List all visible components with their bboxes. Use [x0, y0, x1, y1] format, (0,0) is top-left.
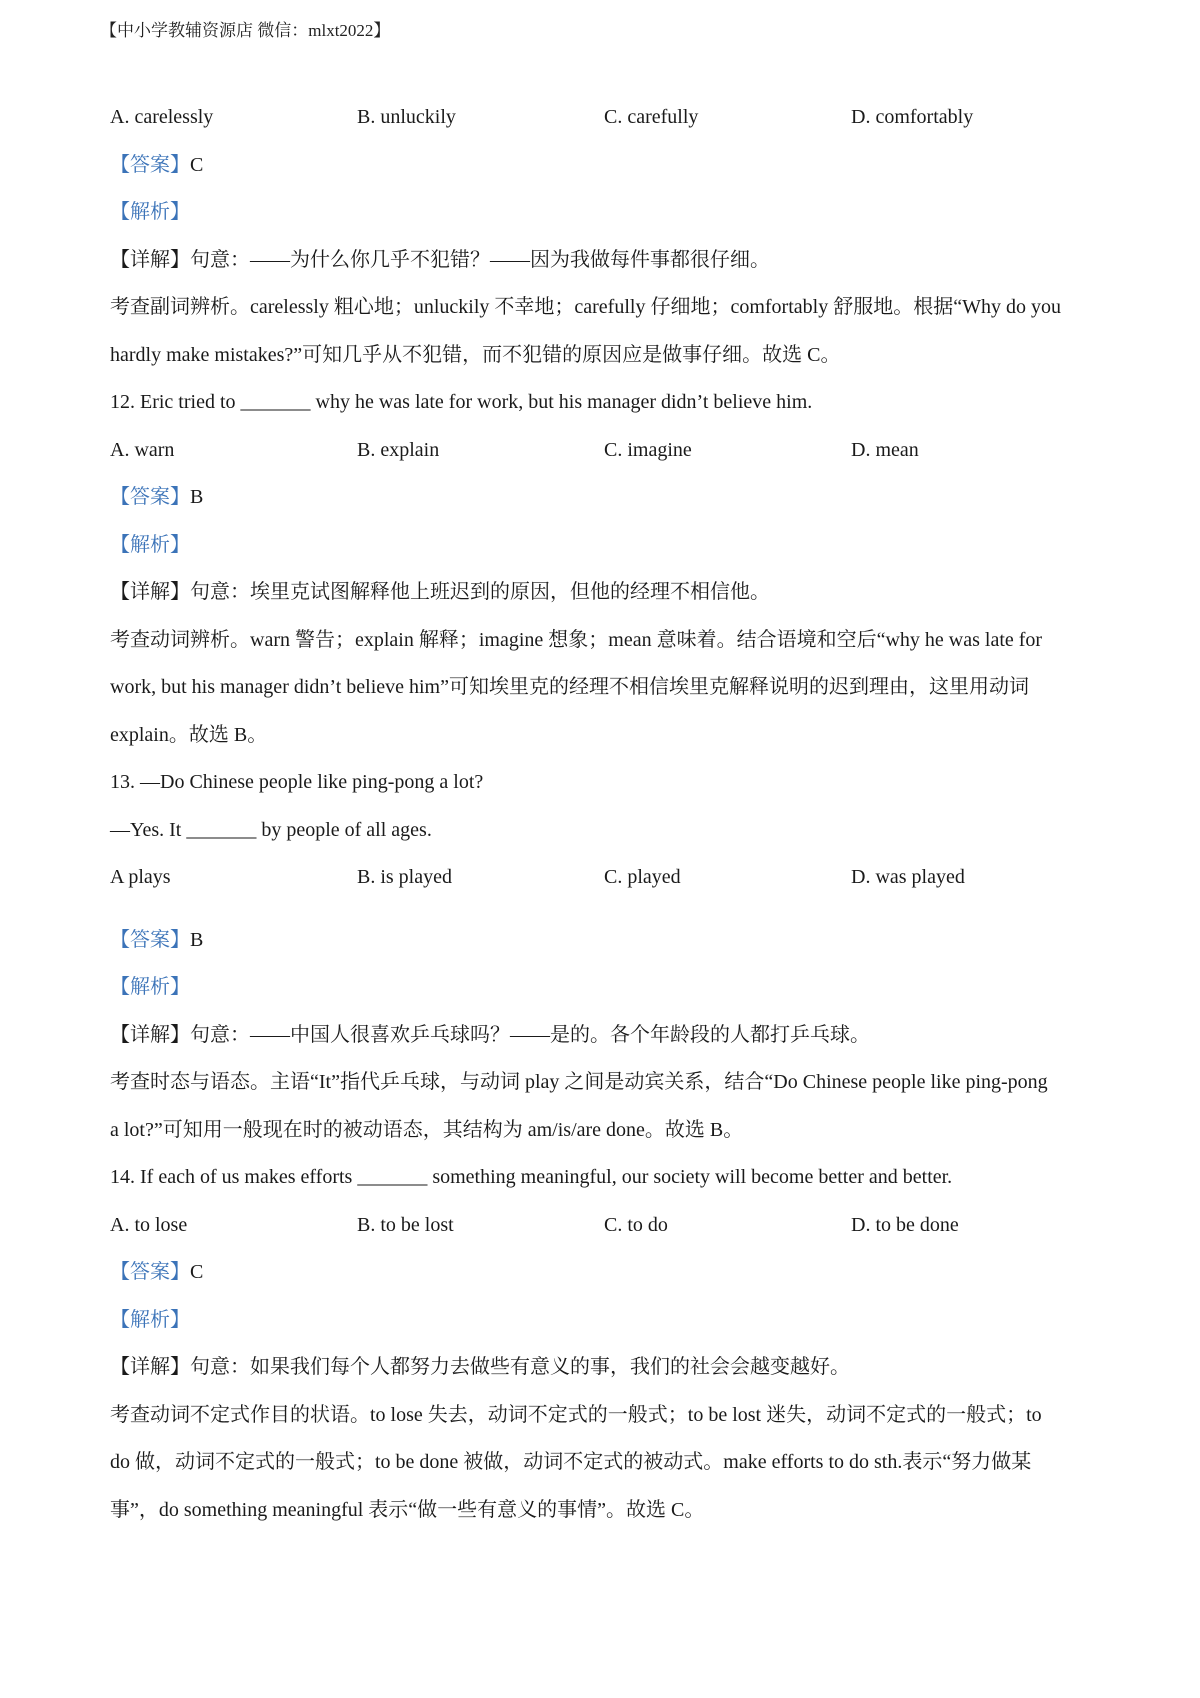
q14-explain-2: do 做，动词不定式的一般式；to be done 被做，动词不定式的被动式。make efforts to do sth.表示“努力做某 [110, 1451, 1032, 1473]
option-c: C. played [604, 866, 681, 888]
option-d: D. to be done [851, 1213, 959, 1236]
option-d: D. mean [851, 438, 919, 461]
q14-stem: 14. If each of us makes efforts _______ something meaningful, our society will become better and better. [110, 1166, 953, 1188]
option-b: B. to be lost [357, 1213, 454, 1236]
answer-label: 【答案】 [110, 153, 190, 176]
q12-answer [110, 474, 1100, 522]
q13-options [110, 854, 1100, 902]
q13-answer [110, 917, 1100, 965]
answer-value: B [190, 928, 204, 951]
q13-explain-2: a lot?”可知用一般现在时的被动语态，其结构为 am/is/are done。故选 B。 [110, 1118, 744, 1141]
q14-answer [110, 1249, 1100, 1297]
q13-stem-2: —Yes. It _______ by people of all ages. [110, 818, 432, 841]
spacer [110, 902, 1100, 917]
option-b: B. is played [357, 866, 452, 888]
q14-options [110, 1202, 1100, 1250]
document-body [110, 94, 1100, 1534]
q14-analysis-label: 【解析】 [110, 1308, 190, 1331]
detail-text: 句意：——为什么你几乎不犯错？——因为我做每件事都很仔细。 [190, 248, 770, 271]
q13-detail [110, 1012, 1100, 1060]
q12-detail [110, 569, 1100, 617]
q11-explain-2: hardly make mistakes?”可知几乎从不犯错，而不犯错的原因应是做事仔细。故选 C。 [110, 343, 841, 366]
detail-label: 【详解】 [110, 581, 190, 603]
detail-text: 句意：如果我们每个人都努力去做些有意义的事，我们的社会会越变越好。 [190, 1356, 850, 1378]
option-c: C. to do [604, 1213, 668, 1236]
q12-options [110, 427, 1100, 475]
q12-analysis-label: 【解析】 [110, 533, 190, 556]
detail-label: 【详解】 [110, 1023, 190, 1046]
page-header: 【中小学教辅资源店 微信：mlxt2022】 [100, 21, 391, 40]
q12-explain-1: 考查动词辨析。warn 警告；explain 解释；imagine 想象；mean 意味着。结合语境和空后“why he was late for [110, 628, 1043, 651]
option-d: D. comfortably [851, 106, 974, 128]
q11-answer [110, 142, 1100, 190]
answer-label: 【答案】 [110, 928, 190, 951]
answer-value: B [190, 486, 204, 508]
option-a: A plays [110, 866, 171, 888]
option-a: A. to lose [110, 1213, 188, 1236]
q11-detail [110, 237, 1100, 285]
q13-explain-1: 考查时态与语态。主语“It”指代乒乓球，与动词 play 之间是动宾关系，结合“Do Chinese people like ping-pong [110, 1071, 1048, 1093]
option-c: C. imagine [604, 438, 692, 461]
q12-stem: 12. Eric tried to _______ why he was late for work, but his manager didn’t believe him. [110, 391, 813, 413]
option-a: A. carelessly [110, 106, 214, 128]
q14-detail [110, 1344, 1100, 1392]
q11-explain-1: 考查副词辨析。carelessly 粗心地；unluckily 不幸地；carefully 仔细地；comfortably 舒服地。根据“Why do you [110, 296, 1061, 318]
q14-explain-1: 考查动词不定式作目的状语。to lose 失去，动词不定式的一般式；to be lost 迷失，动词不定式的一般式；to [110, 1403, 1042, 1426]
option-a: A. warn [110, 438, 175, 461]
q12-explain-3: explain。故选 B。 [110, 723, 268, 746]
answer-value: C [190, 1261, 204, 1283]
detail-label: 【详解】 [110, 1356, 190, 1378]
option-c: C. carefully [604, 106, 699, 128]
answer-label: 【答案】 [110, 486, 190, 508]
q13-analysis-label: 【解析】 [110, 976, 190, 998]
q13-stem: 13. —Do Chinese people like ping-pong a lot? [110, 771, 484, 793]
option-b: B. explain [357, 438, 440, 461]
q11-analysis-label: 【解析】 [110, 201, 190, 223]
detail-label: 【详解】 [110, 248, 190, 271]
detail-text: 句意：——中国人很喜欢乒乓球吗？——是的。各个年龄段的人都打乒乓球。 [190, 1023, 870, 1046]
option-b: B. unluckily [357, 106, 456, 128]
q11-options [110, 94, 1100, 142]
option-d: D. was played [851, 866, 965, 888]
detail-text: 句意：埃里克试图解释他上班迟到的原因，但他的经理不相信他。 [190, 581, 770, 603]
answer-value: C [190, 153, 204, 176]
q12-explain-2: work, but his manager didn’t believe him”可知埃里克的经理不相信埃里克解释说明的迟到理由，这里用动词 [110, 676, 1029, 698]
answer-label: 【答案】 [110, 1261, 190, 1283]
q14-explain-3: 事”，do something meaningful 表示“做一些有意义的事情”。故选 C。 [110, 1498, 705, 1521]
